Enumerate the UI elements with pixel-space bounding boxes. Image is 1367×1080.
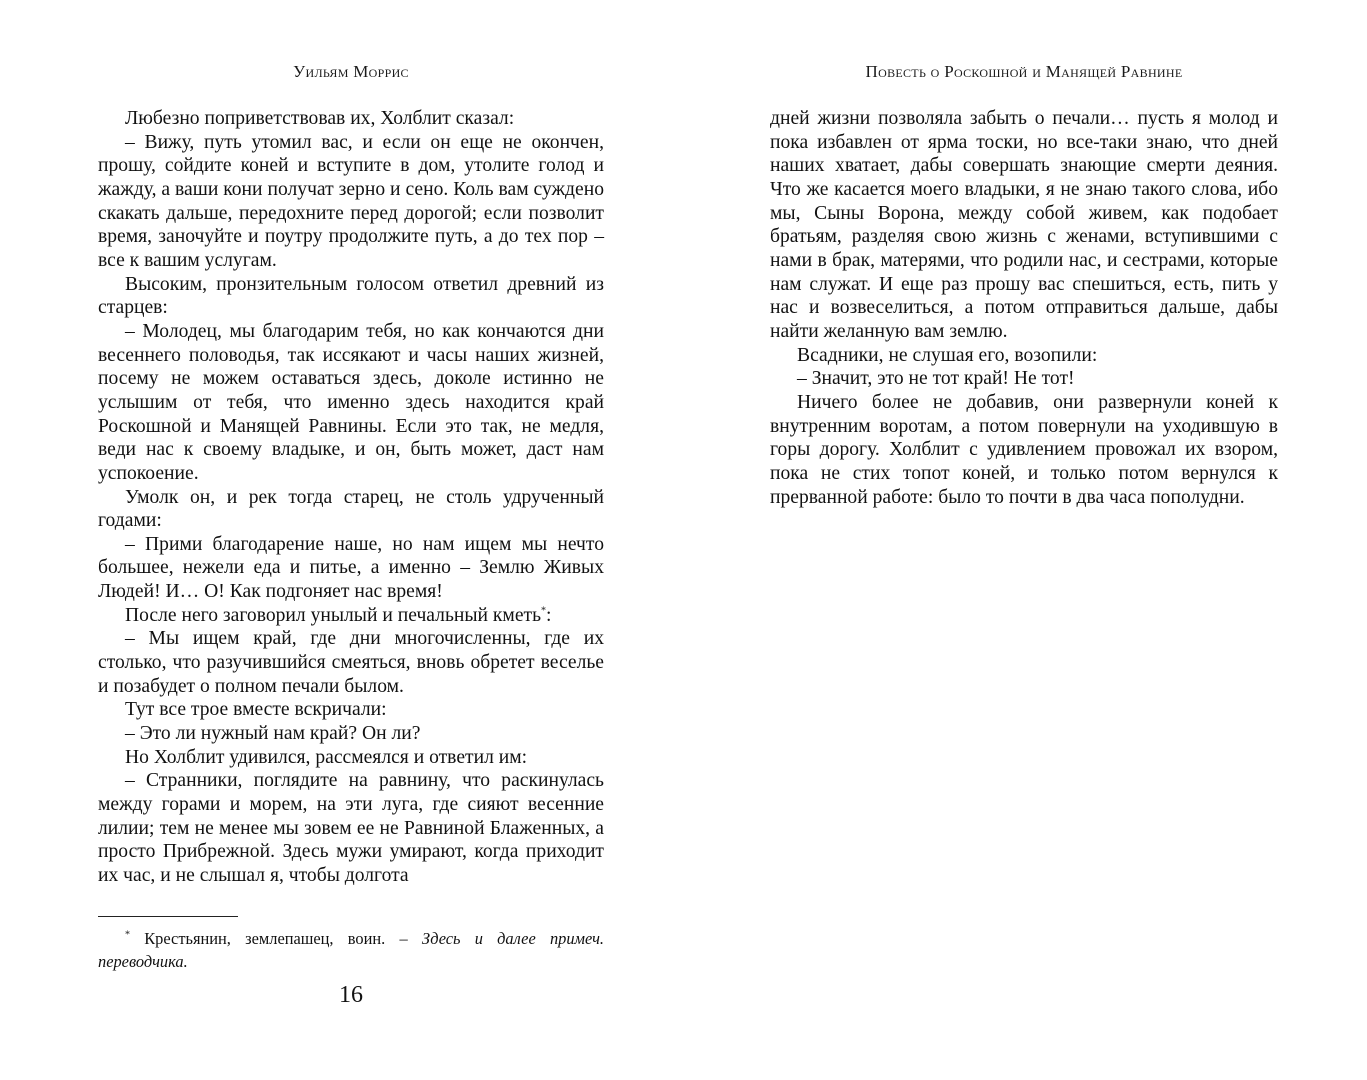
paragraph: – Это ли нужный нам край? Он ли? [125, 723, 421, 745]
paragraph-punctuation: : [546, 604, 552, 626]
paragraph: Любезно поприветствовав их, Холблит сказал: [125, 108, 515, 129]
paragraph: – Вижу, путь утомил вас, и если он еще не окончен, прошу, сойдите коней и вступите в дом, утолите голод и жажду, а ваши кони получат зерно и сено. Коль вам суждено скакать дальше, передохните перед дорогой; если позволит время, заночуйте и поутру продолжите путь, а до тех пор – все к вашим услугам. [98, 131, 604, 271]
paragraph: – Прими благодарение наше, но нам ищем мы нечто большее, нежели еда и питье, а именно – Землю Живых Людей! И… О! Как подгоняет нас время! [98, 533, 604, 603]
footnote-divider [98, 916, 238, 917]
left-text-block [98, 107, 604, 888]
footnote-reference-mark[interactable]: * [541, 605, 547, 617]
paragraph: Тут все трое вместе вскричали: [125, 699, 387, 721]
footnote-italic-note: Здесь и далее примеч. переводчика. [98, 929, 604, 971]
running-head-author: Уильям Моррис [293, 62, 409, 81]
footnote-body [98, 927, 604, 973]
paragraph: – Странники, поглядите на равнину, что раскинулась между горами и морем, на эти луга, где сияют весенние лилии; тем не менее мы зовем ее не Равниной Блаженных, а просто Прибрежной. Здесь мужи умирают, когда приходит их час, и не слышал я, чтобы долгота [98, 770, 604, 886]
paragraph-with-footnote-ref [98, 604, 604, 628]
page-number: 16 [339, 982, 363, 1008]
right-text-block [770, 107, 1278, 509]
footnote-text: Крестьянин, землепашец, воин. – [144, 929, 422, 948]
footnote [98, 927, 604, 973]
paragraph-text: После него заговорил унылый и печальный кметь [125, 604, 542, 626]
paragraph-continued: дней жизни позволяла забыть о печали… пусть я молод и пока избавлен от ярма тоски, но все-таки знаю, что дней наших хватает, дабы совершать знающие смерти деяния. Что же касается моего владыки, я не знаю такого слова, ибо мы, Сыны Ворона, между собой живем, как подобает братьям, разделяя свою жизнь с женами, вступившими с нами в брак, матерями, что родили нас, и сестрами, которые нам служат. И еще раз прошу вас спешиться, есть, пить у нас и возвеселиться, а потом отправиться дальше, дабы найти желанную вам землю. [770, 108, 1278, 342]
paragraph: – Мы ищем край, где дни многочисленны, где их столько, что разучившийся смеяться, вновь обретет веселье и позабудет о полном печали былом. [98, 628, 604, 697]
paragraph: – Значит, это не тот край! Не тот! [797, 368, 1075, 390]
paragraph: Но Холблит удивился, рассмеялся и ответил им: [125, 746, 528, 768]
running-head-title: Повесть о Роскошной и Манящей Равнине [865, 62, 1183, 81]
paragraph: Ничего более не добавив, они развернули коней к внутренним воротам, а потом повернули на уходившую в горы дорогу. Холблит с удивлением провожал их взором, пока не стих топот коней, и только потом вернулся к прерванной работе: было то почти в два часа пополудни. [770, 391, 1278, 508]
paragraph: Всадники, не слушая его, возопили: [797, 344, 1098, 366]
paragraph: Высоким, пронзительным голосом ответил древний из старцев: [98, 273, 604, 319]
paragraph: – Молодец, мы благодарим тебя, но как кончаются дни весеннего половодья, так иссякают и часы наших жизней, посему не можем оставаться здесь, доколе истинно не услышим от тебя, что именно здесь находится край Роскошной и Манящей Равнины. Если это так, не медля, веди нас к своему владыке, и он, быть может, даст нам успокоение. [98, 320, 604, 484]
footnote-mark: * [125, 929, 130, 941]
paragraph: Умолк он, и рек тогда старец, не столь удрученный годами: [98, 486, 604, 532]
